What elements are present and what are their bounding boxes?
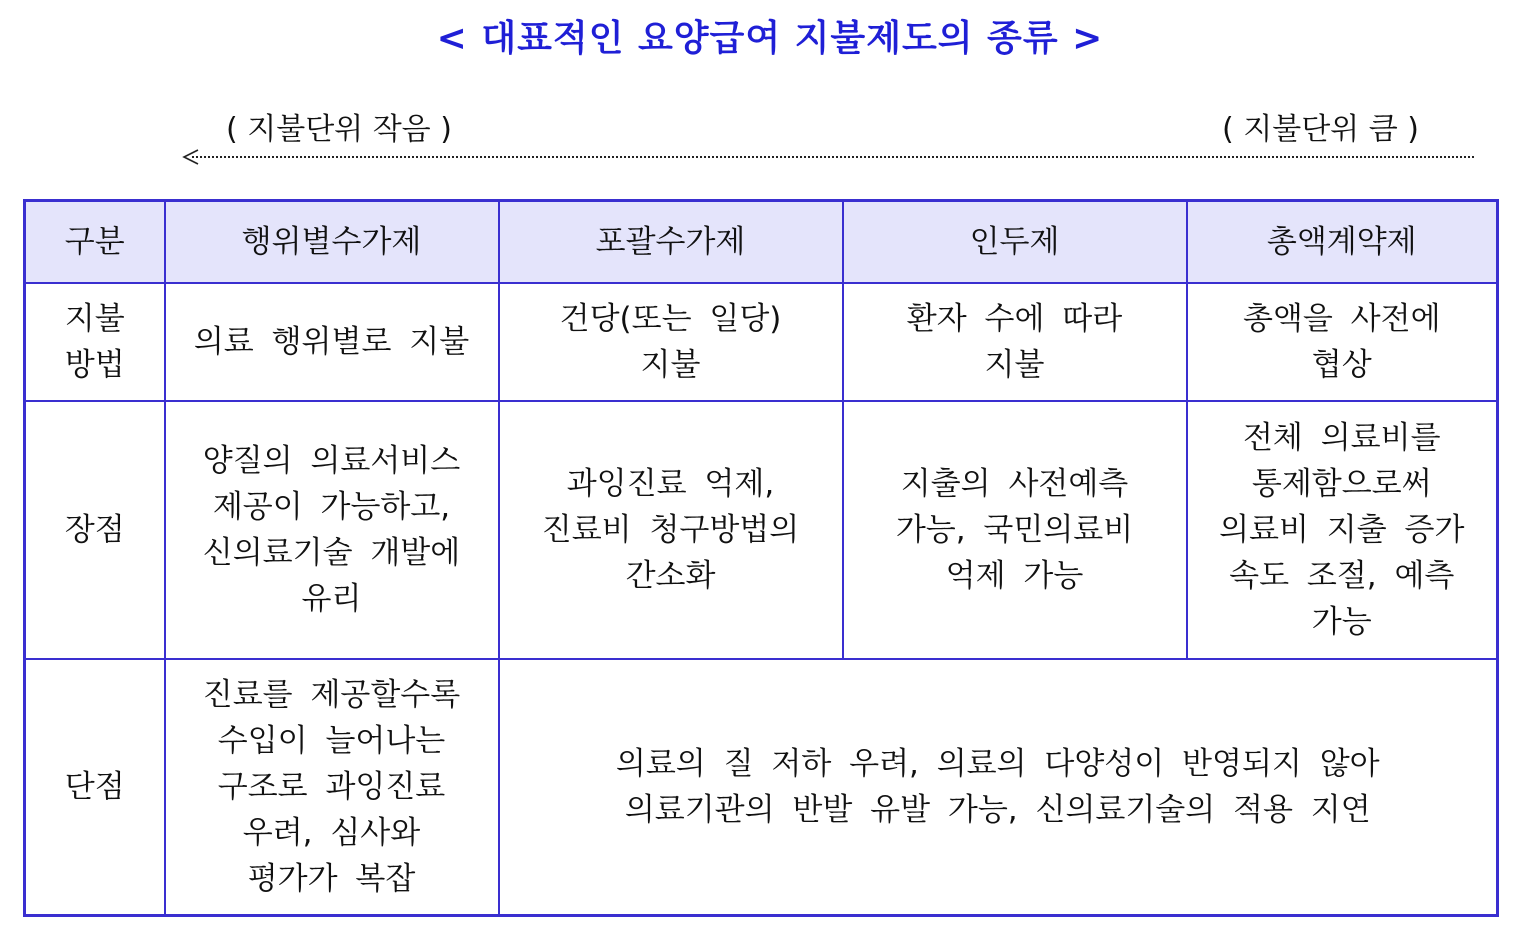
header-fee-for-service: 행위별수가제 (165, 201, 499, 283)
payment-bundled: 건당(또는 일당) 지불 (499, 283, 843, 401)
header-global-budget: 총액계약제 (1187, 201, 1498, 283)
scale-label-small: ( 지불단위 작음 ) (226, 112, 452, 147)
arrow-head-icon (184, 150, 198, 164)
disadvantages-fee-for-service: 진료를 제공할수록 수입이 늘어나는 구조로 과잉진료 우려, 심사와 평가가 복잡 (165, 659, 499, 916)
scale-label-large: ( 지불단위 큼 ) (1222, 112, 1419, 147)
row-label-payment-method: 지불 방법 (25, 283, 165, 401)
row-label-disadvantages: 단점 (25, 659, 165, 916)
disadvantages-others: 의료의 질 저하 우려, 의료의 다양성이 반영되지 않아 의료기관의 반발 유발 가능, 신의료기술의 적용 지연 (499, 659, 1498, 916)
payment-capitation: 환자 수에 따라 지불 (843, 283, 1187, 401)
header-bundled-payment: 포괄수가제 (499, 201, 843, 283)
advantages-capitation: 지출의 사전예측 가능, 국민의료비 억제 가능 (843, 401, 1187, 659)
header-capitation: 인두제 (843, 201, 1187, 283)
header-category: 구분 (25, 201, 165, 283)
payment-unit-arrow (180, 146, 1500, 170)
page-title: < 대표적인 요양급여 지불제도의 종류 > (436, 18, 1104, 59)
advantages-row (25, 401, 1498, 659)
advantages-bundled: 과잉진료 억제, 진료비 청구방법의 간소화 (499, 401, 843, 659)
advantages-global-budget: 전체 의료비를 통제함으로써 의료비 지출 증가 속도 조절, 예측 가능 (1187, 401, 1498, 659)
payment-systems-table (23, 199, 1499, 917)
header-row (25, 201, 1498, 283)
payment-method-row (25, 283, 1498, 401)
row-label-advantages: 장점 (25, 401, 165, 659)
disadvantages-row (25, 659, 1498, 916)
payment-global-budget: 총액을 사전에 협상 (1187, 283, 1498, 401)
payment-fee-for-service: 의료 행위별로 지불 (165, 283, 499, 401)
advantages-fee-for-service: 양질의 의료서비스 제공이 가능하고, 신의료기술 개발에 유리 (165, 401, 499, 659)
